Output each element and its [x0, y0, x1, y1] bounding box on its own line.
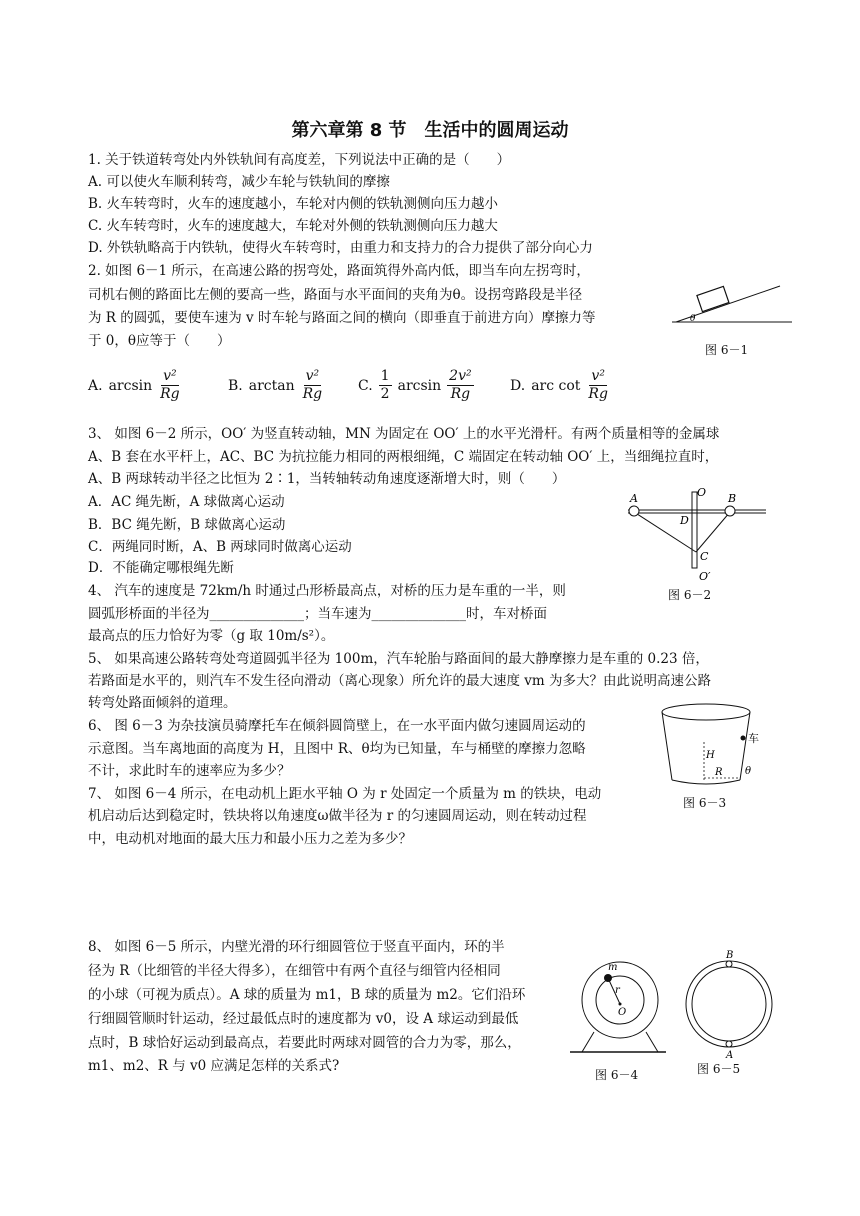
option-prefactor: [379, 368, 392, 403]
q4-stem-line1: 4、 汽车的速度是 72km/h 时通过凸形桥最高点，对桥的压力是车重的一半，则: [88, 583, 566, 599]
figure-6-1-caption: 图 6－1: [705, 343, 749, 357]
q2-stem-line4: 于 0，θ应等于（ ）: [88, 333, 231, 349]
label-b: B: [728, 492, 737, 505]
label-a: A: [630, 492, 638, 505]
figure-6-5-caption: 图 6－5: [697, 1062, 741, 1076]
car-point: [741, 736, 746, 741]
figure-6-4-caption: 图 6－4: [595, 1068, 639, 1082]
q1-option-a: A. 可以使火车顺利转弯，减少车轮与铁轨间的摩擦: [88, 174, 390, 190]
q5-stem-line2: 若路面是水平的，则汽车不发生径向滑动（离心现象）所允许的最大速度 vm 为多大？由此说明高速公路: [88, 673, 712, 689]
theta-label: θ: [745, 766, 752, 777]
label-c: C: [700, 550, 709, 563]
q7-stem-line3: 中，电动机对地面的最大压力和最小压力之差为多少？: [88, 831, 412, 847]
option-fraction: [301, 368, 325, 403]
q5-stem-line3: 转弯处路面倾斜的道理。: [88, 695, 237, 711]
figure-6-5: [683, 948, 783, 1061]
option-func: arcsin: [397, 377, 442, 394]
ball-b: [725, 506, 735, 516]
option-func: arcsin: [108, 377, 153, 394]
denominator: 2: [380, 386, 390, 402]
page-title: 第六章第 8 节 生活中的圆周运动: [291, 120, 569, 141]
numerator: 1: [380, 368, 390, 384]
q6-stem-line2: 示意图。当车离地面的高度为 H，且图中 R、θ均为已知量，车与桶壁的摩擦力忽略: [88, 741, 586, 757]
q2-stem-line3: 为 R 的圆弧，要使车速为 v 时车轮与路面之间的横向（即垂直于前进方向）摩擦力等: [88, 310, 596, 326]
h-label: H: [706, 750, 715, 761]
m-label: m: [608, 962, 618, 973]
option-func: arctan: [248, 377, 295, 394]
figure-6-1: [668, 276, 798, 332]
q6-stem-line3: 不计，求此时车的速率应为多少？: [88, 763, 291, 779]
r-label: r: [615, 985, 620, 996]
label-a: A: [726, 1050, 734, 1061]
q7-stem-line1: 7、 如图 6－4 所示，在电动机上距水平轴 O 为 r 处固定一个质量为 m 的铁块，电动: [88, 786, 602, 802]
q1-option-b: B. 火车转弯时，火车的速度越小，车轮对内侧的铁轨测侧向压力越小: [88, 196, 499, 212]
q3-option-c: C．两绳同时断，A、B 两球同时做离心运动: [88, 539, 352, 555]
ring-inner: [692, 967, 766, 1041]
r-label: R: [715, 767, 723, 778]
q6-stem-line1: 6、 图 6－3 为杂技演员骑摩托车在倾斜圆筒壁上，在一水平面内做匀速圆周运动的: [88, 718, 586, 734]
label-d: D: [680, 514, 689, 527]
ball-b: [726, 961, 732, 967]
q3-option-d: D．不能确定哪根绳先断: [88, 560, 234, 576]
theta-label: θ: [690, 314, 696, 324]
option-func: arc cot: [531, 377, 581, 394]
label-o-prime: O′: [699, 570, 711, 583]
figure-6-3-caption: 图 6－3: [683, 796, 727, 810]
q7-stem-line2: 机启动后达到稳定时，铁块将以角速度ω做半径为 r 的匀速圆周运动，则在转动过程: [88, 808, 587, 824]
numerator: v²: [591, 368, 605, 384]
q2-stem-line2: 司机右侧的路面比左侧的要高一些，路面与水平面间的夹角为θ。设拐弯路段是半径: [88, 287, 583, 303]
barrel-rim: [662, 704, 750, 720]
barrel-bottom: [672, 780, 740, 784]
option-fraction: [447, 368, 473, 403]
option-label: A.: [88, 377, 103, 394]
ball-a: [629, 506, 639, 516]
ball-a: [726, 1041, 732, 1047]
rope-bc: [696, 512, 730, 552]
q2-option-d: [510, 368, 610, 403]
q1-option-c: C. 火车转弯时，火车的速度越大，车轮对外侧的铁轨测侧向压力越大: [88, 218, 498, 234]
q1-stem: 1. 关于铁道转弯处内外铁轨间有高度差，下列说法中正确的是（ ）: [88, 152, 511, 168]
denominator: Rg: [450, 386, 471, 402]
figure-6-3: [660, 700, 770, 792]
barrel-left-wall: [662, 712, 672, 780]
option-fraction: [586, 368, 610, 403]
q2-option-b: [228, 368, 324, 403]
q2-option-a: [88, 368, 182, 403]
label-b: B: [726, 950, 734, 961]
figure-6-2-caption: 图 6－2: [668, 588, 712, 602]
q3-stem-line1: 3、 如图 6－2 所示，OO′ 为竖直转动轴，MN 为固定在 OO′ 上的水平光滑杆。有两个质量相等的金属球: [88, 426, 720, 442]
car-label: 车: [748, 732, 759, 745]
q5-stem-line1: 5、 如果高速公路转弯处弯道圆弧半径为 100m，汽车轮胎与路面间的最大静摩擦力是车重的 0.23 倍，: [88, 651, 709, 667]
q3-stem-line2: A、B 套在水平杆上，AC、BC 为抗拉能力相同的两根细绳，C 端固定在转动轴 OO′ 上，当细绳拉直时，: [88, 449, 719, 465]
q3-option-b: B．BC 绳先断，B 球做离心运动: [88, 517, 286, 533]
numerator: v²: [305, 368, 320, 384]
q8-stem-line2: 径为 R（比细管的半径大得多），在细管中有两个直径与细管内径相同: [88, 963, 501, 979]
q4-stem-line2: 圆弧形桥面的半径为______________；当车速为______________时，车对桥面: [88, 606, 547, 622]
q2-stem-line1: 2. 如图 6－1 所示，在高速公路的拐弯处，路面筑得外高内低，即当车向左拐弯时，: [88, 263, 590, 279]
option-label: B.: [228, 377, 243, 394]
q8-stem-line3: 的小球（可视为质点）。A 球的质量为 m1，B 球的质量为 m2。它们沿环: [88, 987, 526, 1003]
iron-block: [604, 974, 612, 982]
numerator: v²: [163, 368, 177, 384]
figure-6-2: [620, 486, 770, 586]
q8-stem-line1: 8、 如图 6－5 所示，内壁光滑的环行细圆管位于竖直平面内，环的半: [88, 939, 505, 955]
q8-stem-line4: 行细圆管顺时针运动，经过最低点时的速度都为 v0，设 A 球运动到最低: [88, 1011, 519, 1027]
label-o: O: [697, 486, 707, 499]
denominator: Rg: [588, 386, 608, 402]
option-fraction: [158, 368, 182, 403]
denominator: Rg: [160, 386, 180, 402]
figure-6-4: [568, 956, 668, 1060]
option-label: D.: [510, 377, 526, 394]
q1-option-d: D. 外铁轨略高于内铁轨，使得火车转弯时，由重力和支持力的合力提供了部分向心力: [88, 240, 593, 256]
denominator: Rg: [302, 386, 323, 402]
q4-stem-line3: 最高点的压力恰好为零（g 取 10m/s²）。: [88, 628, 335, 644]
car-block: [697, 286, 729, 311]
o-label: O: [618, 1007, 627, 1018]
option-label: C.: [358, 377, 373, 394]
q3-option-a: A．AC 绳先断，A 球做离心运动: [88, 494, 285, 510]
q8-stem-line5: 点时，B 球恰好运动到最高点，若要此时两球对圆管的合力为零，那么，: [88, 1035, 521, 1051]
q3-stem-line3: A、B 两球转动半径之比恒为 2∶1，当转轴转动角速度逐渐增大时，则（ ）: [88, 471, 566, 487]
q8-stem-line6: m1、m2、R 与 v0 应满足怎样的关系式?: [88, 1058, 340, 1074]
q2-option-c: [358, 368, 474, 403]
axis-point: [619, 1003, 622, 1006]
rotation-axis: [692, 492, 697, 568]
numerator: 2v²: [449, 368, 472, 384]
